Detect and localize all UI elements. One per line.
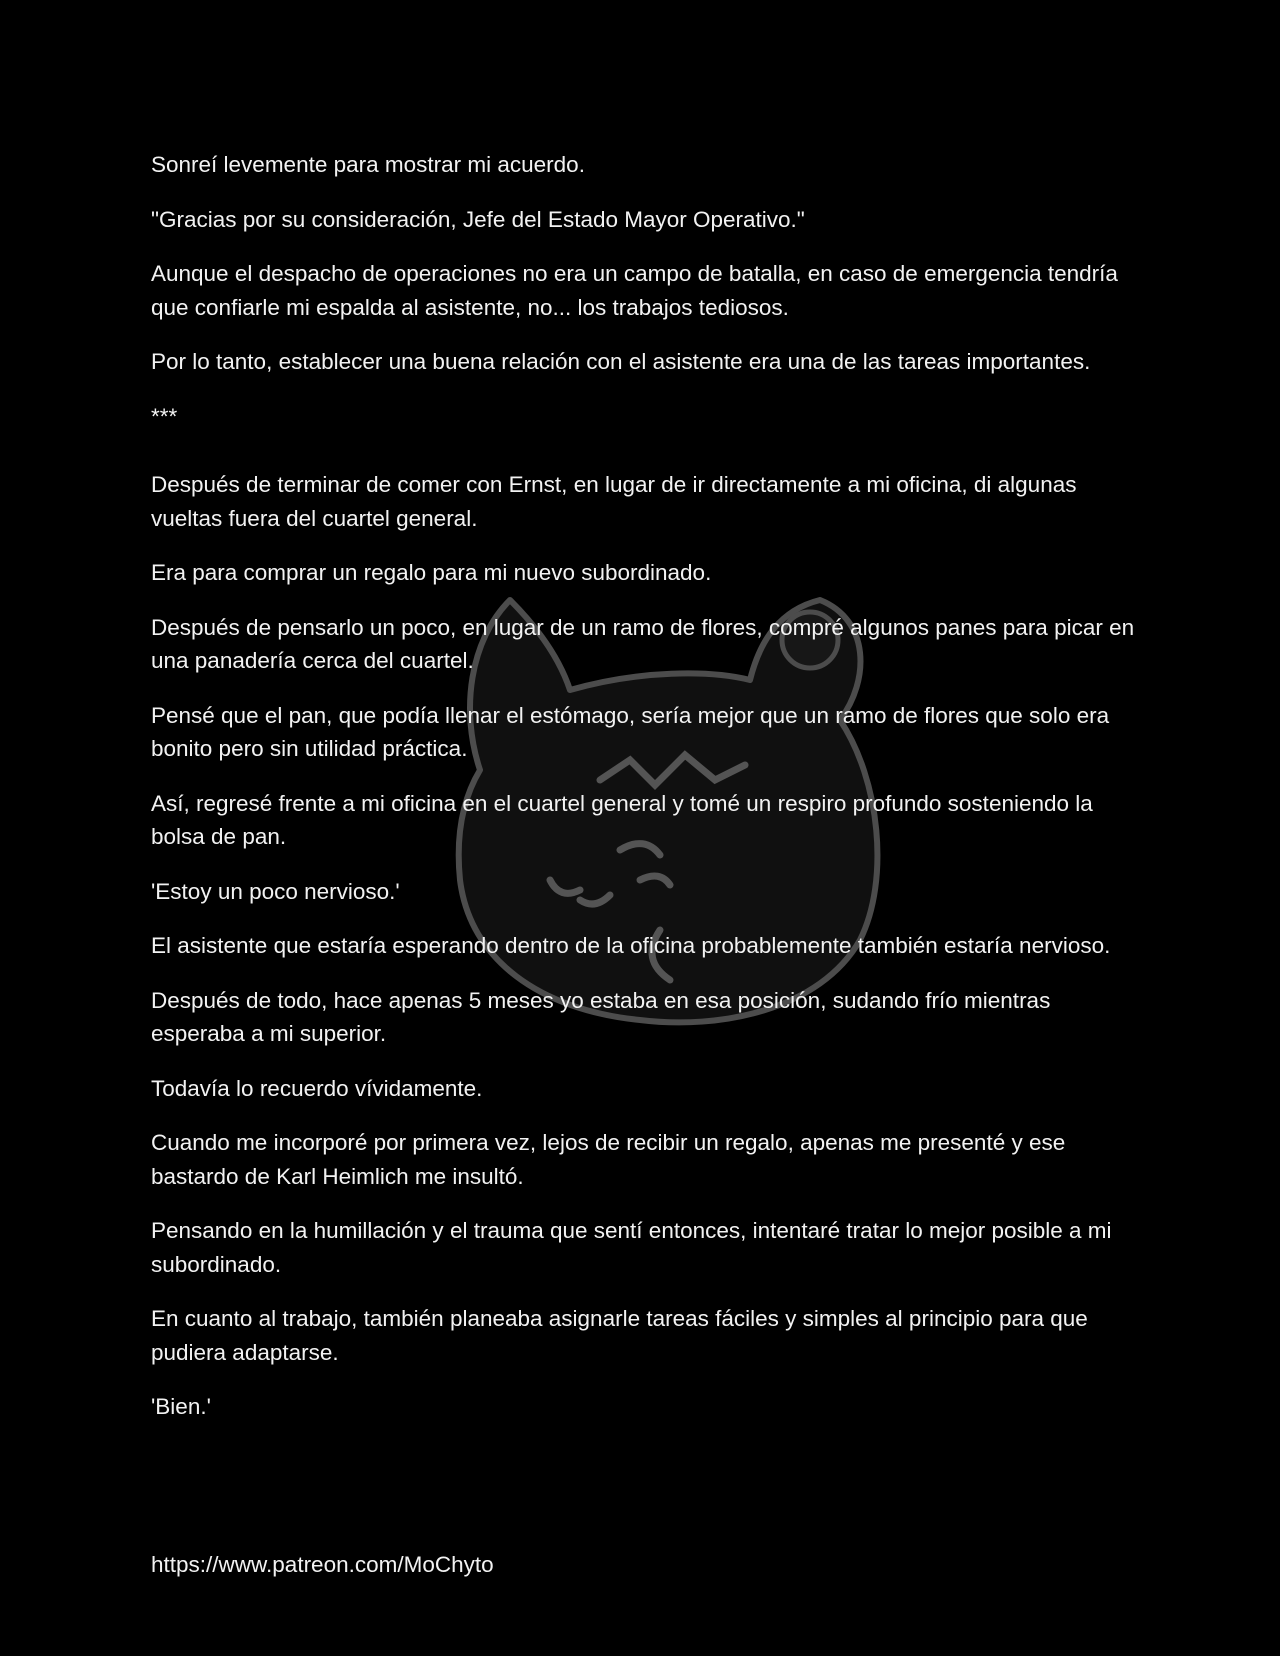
paragraph: El asistente que estaría esperando dentro de la oficina probablemente también estaría nervioso. — [151, 933, 1111, 958]
paragraph: Después de terminar de comer con Ernst, en lugar de ir directamente a mi oficina, di algunas vueltas fuera del cuartel general. — [151, 472, 1077, 531]
section-separator: *** — [151, 403, 178, 429]
paragraph: Sonreí levemente para mostrar mi acuerdo. — [151, 152, 585, 177]
paragraph: Todavía lo recuerdo vívidamente. — [151, 1075, 483, 1101]
paragraph: Así, regresé frente a mi oficina en el cuartel general y tomé un respiro profundo sosteniendo la bolsa de pan. — [151, 790, 1093, 849]
paragraph: 'Estoy un poco nervioso.' — [151, 878, 400, 904]
paragraph: 'Bien.' — [151, 1394, 211, 1419]
paragraph: Pensando en la humillación y el trauma que sentí entonces, intentaré tratar lo mejor posible a mi subordinado. — [151, 1218, 1112, 1277]
paragraph: Después de pensarlo un poco, en lugar de un ramo de flores, compré algunos panes para picar en una panadería cerca del cuartel. — [151, 614, 1135, 673]
paragraph: En cuanto al trabajo, también planeaba asignarle tareas fáciles y simples al principio para que pudiera adaptarse. — [151, 1306, 1088, 1365]
paragraph: Aunque el despacho de operaciones no era un campo de batalla, en caso de emergencia tendría que confiarle mi espalda al asistente, no... los trabajos tediosos. — [151, 261, 1118, 320]
paragraph: Cuando me incorporé por primera vez, lejos de recibir un regalo, apenas me presenté y ese bastardo de Karl Heimlich me insultó. — [151, 1130, 1066, 1189]
paragraph: Por lo tanto, establecer una buena relación con el asistente era una de las tareas importantes. — [151, 349, 1091, 374]
paragraph: Después de todo, hace apenas 5 meses yo estaba en esa posición, sudando frío mientras esperaba a mi superior. — [151, 987, 1051, 1046]
document-body — [151, 148, 1136, 1445]
patreon-link[interactable]: https://www.patreon.com/MoChyto — [151, 1552, 494, 1577]
paragraph: Era para comprar un regalo para mi nuevo subordinado. — [151, 560, 712, 585]
paragraph: Pensé que el pan, que podía llenar el estómago, sería mejor que un ramo de flores que solo era bonito pero sin utilidad práctica. — [151, 702, 1110, 761]
paragraph: "Gracias por su consideración, Jefe del Estado Mayor Operativo." — [151, 206, 805, 232]
